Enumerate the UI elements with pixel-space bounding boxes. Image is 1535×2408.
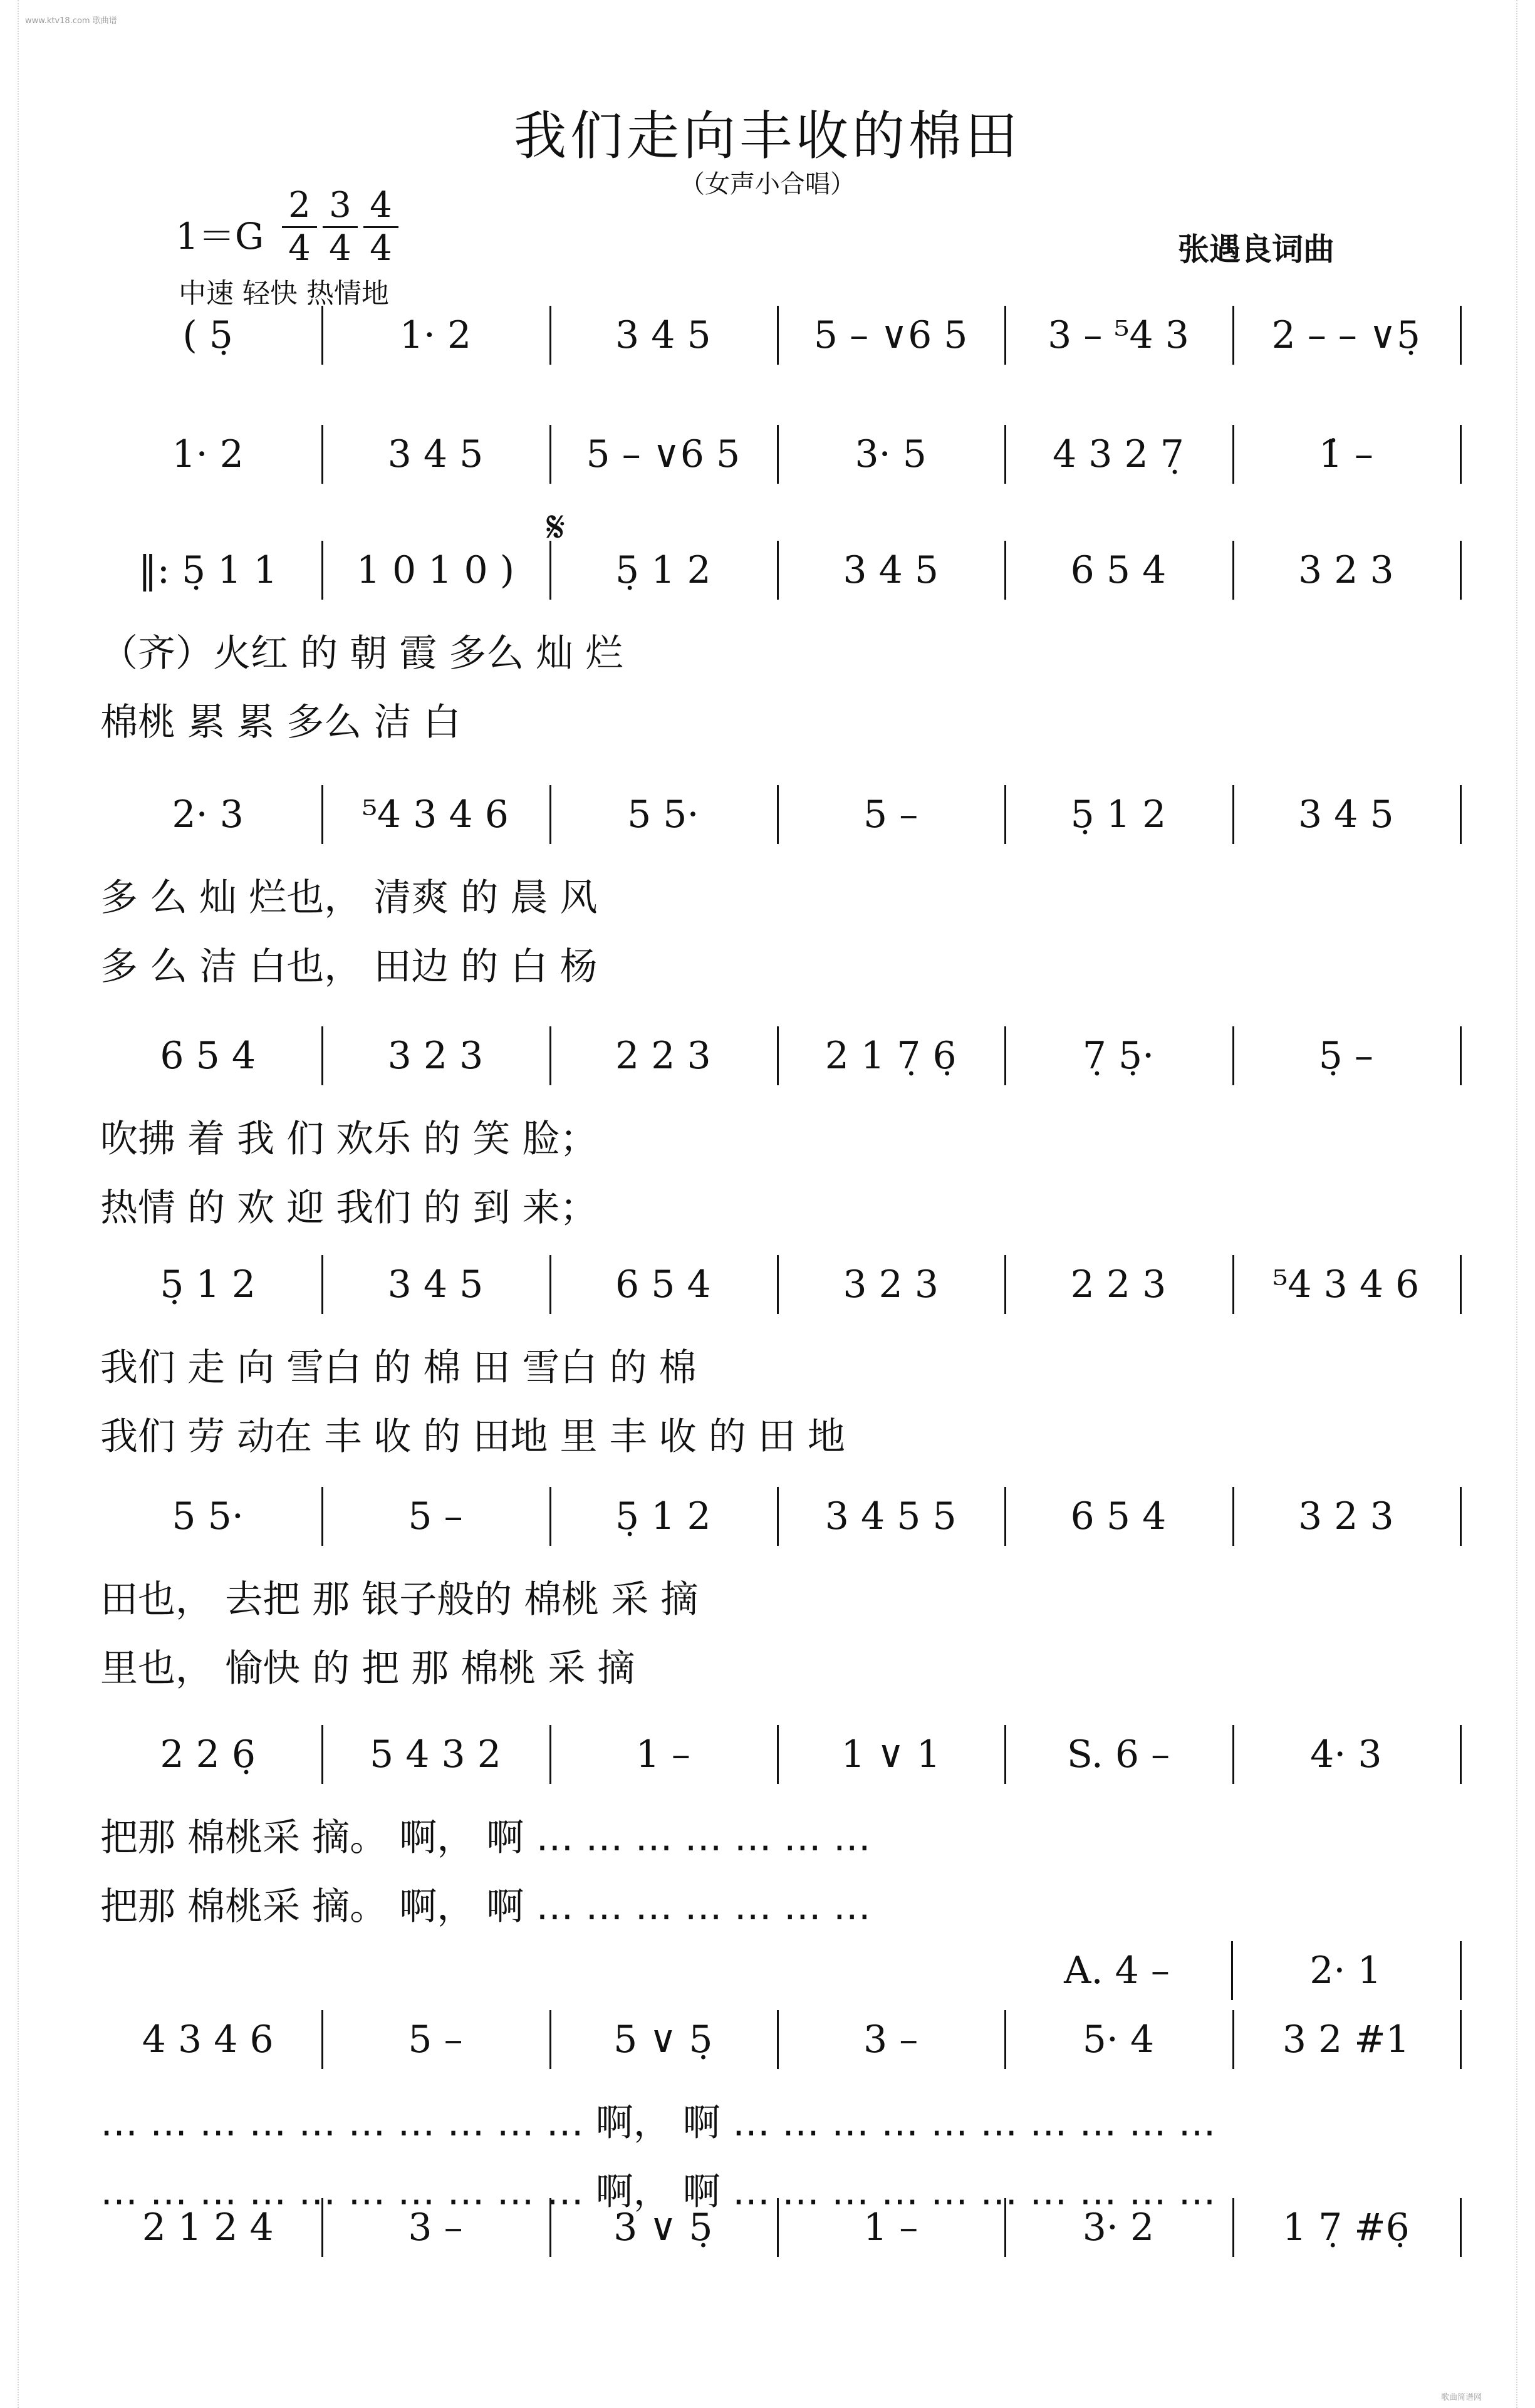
measure: 5· 4	[1082, 2018, 1155, 2061]
alto-measure: 3· 2	[1082, 2206, 1155, 2249]
lyric-text: 吹拂 着 我 们 欢乐 的 笑 脸；	[100, 1117, 598, 1161]
measure: 2· 3	[172, 793, 244, 837]
barline	[1460, 1487, 1462, 1546]
measure: 5 ∨ 5̣	[613, 2018, 713, 2061]
notation-row	[94, 294, 1460, 376]
lyric-line	[94, 1109, 1460, 1163]
measure: 5̣ 1 2	[160, 1263, 256, 1306]
measure: 3 – ⁵4 3	[1048, 313, 1189, 357]
lyric-line	[94, 937, 1460, 991]
measure: 1· 2	[172, 432, 244, 476]
measure: 3 4 5	[1298, 793, 1394, 837]
key-signature: 1＝G	[175, 215, 264, 258]
measure: 3 4 5	[387, 432, 484, 476]
lyric-line	[94, 1178, 1460, 1232]
lyric-text: 把那 棉桃采 摘。 啊， 啊 … … … … … … …	[100, 1885, 871, 1929]
barline	[1460, 541, 1462, 600]
barline	[1460, 1941, 1462, 2000]
alto-measure: 3 ∨ 5̣	[613, 2206, 713, 2249]
measure: 1 –	[635, 1733, 690, 1776]
lyric-line	[94, 623, 1460, 677]
alto-measure: 2 1 2 4	[142, 2206, 274, 2249]
lyric-text: … … … … … … … … … … 啊， 啊 … … … … … … … … … …	[100, 2170, 1216, 2214]
page-left-edge	[0, 0, 19, 2408]
lyric-line	[94, 1639, 1460, 1692]
measure: 5 – ∨6 5	[813, 313, 968, 357]
measure: 1· 2	[399, 313, 472, 357]
alto-measure: 1 7̣ #6̣	[1282, 2206, 1410, 2249]
measure: 5 –	[408, 1494, 463, 1538]
lyric-text: … … … … … … … … … … 啊， 啊 … … … … … … … … … …	[100, 2101, 1216, 2145]
lyric-text: 把那 棉桃采 摘。 啊， 啊 … … … … … … …	[100, 1816, 871, 1860]
page-right-edge	[1516, 0, 1535, 2408]
lyric-text: 多 么 洁 白也， 田边 的 白 杨	[100, 945, 598, 989]
song-subtitle: （女声小合唱）	[680, 170, 855, 199]
measure: 5 –	[408, 2018, 463, 2061]
lyric-text: 棉桃 累 累 多么 洁 白	[100, 701, 461, 744]
song-title: 我们走向丰收的棉田	[513, 105, 1021, 167]
measure: 3 2 3	[1298, 548, 1394, 592]
measure: ‖: 5̣ 1 1	[138, 548, 278, 592]
measure: 3 2 3	[843, 1263, 939, 1306]
tempo-marking: 中速 轻快 热情地	[179, 278, 389, 310]
measure: 2 2 6̣	[160, 1733, 256, 1776]
lyric-line	[94, 1407, 1460, 1461]
measure: 4 3 2 7̣	[1053, 432, 1184, 476]
measure: 6 5 4	[160, 1034, 256, 1078]
notation-row	[94, 1999, 1460, 2080]
measure: 3 2 3	[1298, 1494, 1394, 1538]
measure: 5̣ 1 2	[615, 548, 711, 592]
measure: 5̣ 1 2	[615, 1494, 711, 1538]
measure: 3 4 5 5	[825, 1494, 957, 1538]
measure: 1 0 1 0 )	[356, 548, 515, 592]
time-signature-4-4: $\frac{4}{4}$	[363, 185, 398, 269]
measure: 3 4 5	[387, 1263, 484, 1306]
barline	[1460, 425, 1462, 484]
lyric-text: 里也， 愉快 的 把 那 棉桃 采 摘	[100, 1647, 635, 1691]
measure: 6 5 4	[615, 1263, 711, 1306]
lyric-text: 田也， 去把 那 银子般的 棉桃 采 摘	[100, 1578, 699, 1622]
lyric-text: 热情 的 欢 迎 我们 的 到 来；	[100, 1186, 598, 1230]
measure: 3 4 5	[615, 313, 711, 357]
measure: 3 2 3	[387, 1034, 484, 1078]
measure: 5 –	[863, 793, 918, 837]
measure: 3· 5	[855, 432, 927, 476]
lyric-text: 我们 劳 动在 丰 收 的 田地 里 丰 收 的 田 地	[100, 1415, 845, 1459]
lyric-line	[94, 2093, 1460, 2147]
measure: ( 5̣	[182, 313, 233, 357]
measure: 3 4 5	[843, 548, 939, 592]
alto-measure: 1 –	[863, 2206, 918, 2249]
notation-row	[94, 414, 1460, 495]
measure: 4· 3	[1310, 1733, 1382, 1776]
notation-row	[94, 1244, 1460, 1325]
measure: ⁵4 3 4 6	[362, 793, 509, 837]
measure: 5 5·	[172, 1494, 244, 1538]
barline	[1460, 1255, 1462, 1314]
measure: 5 4 3 2	[370, 1733, 501, 1776]
measure: 3 2 #1	[1282, 2018, 1410, 2061]
lyric-line	[94, 1808, 1460, 1862]
measure: 3 –	[863, 2018, 918, 2061]
segno-sign: 𝄋	[546, 501, 566, 553]
lyric-text: 我们 走 向 雪白 的 棉 田 雪白 的 棉	[100, 1346, 697, 1390]
time-signature-2-4: $\frac{2}{4}$	[282, 185, 317, 269]
measure: 1̇ –	[1318, 432, 1373, 476]
watermark-bottom: 歌曲简谱网	[1441, 2393, 1482, 2402]
time-signature-3-4: $\frac{3}{4}$	[323, 185, 358, 269]
notation-row	[94, 1015, 1460, 1097]
alto-measure: A. 4 –	[1064, 1949, 1170, 1993]
lyric-text: （齐）火红 的 朝 霞 多么 灿 烂	[100, 632, 623, 675]
measure: 5̣ 1 2	[1070, 793, 1167, 837]
barline	[1460, 306, 1462, 365]
measure: 5 – ∨6 5	[586, 432, 741, 476]
measure: 5̣ –	[1318, 1034, 1373, 1078]
measure: 6 5 4	[1070, 548, 1167, 592]
watermark-top: www.ktv18.com 歌曲谱	[25, 16, 117, 26]
measure: 7̣ 5̣·	[1082, 1034, 1155, 1078]
measure: 2 1 7̣ 6̣	[825, 1034, 957, 1078]
alto-row	[94, 2187, 1460, 2268]
notation-row	[94, 1714, 1460, 1795]
measure: ⁵4 3 4 6	[1272, 1263, 1420, 1306]
barline	[1460, 2198, 1462, 2257]
measure: S. 6 –	[1066, 1733, 1170, 1776]
lyric-text: 多 么 灿 烂也， 清爽 的 晨 风	[100, 876, 598, 920]
lyric-line	[94, 692, 1460, 746]
alto-measure: 2· 1	[1309, 1949, 1382, 1993]
measure: 5 5·	[627, 793, 699, 837]
measure: 1 ∨ 1	[841, 1733, 940, 1776]
alto-measure: 3 –	[408, 2206, 463, 2249]
notation-row	[94, 1476, 1460, 1557]
measure: 2 2 3	[615, 1034, 711, 1078]
lyric-line	[94, 1570, 1460, 1624]
lyric-line	[94, 868, 1460, 922]
measure: 2 – – ∨5̣	[1271, 313, 1421, 357]
barline	[1460, 785, 1462, 844]
composer-credit: 张遇良词曲	[1178, 231, 1335, 268]
notation-row	[94, 774, 1460, 855]
measure: 2 2 3	[1070, 1263, 1167, 1306]
measure: 6 5 4	[1070, 1494, 1167, 1538]
measure: 4 3 4 6	[142, 2018, 274, 2061]
lyric-line	[94, 1338, 1460, 1392]
barline	[1460, 1026, 1462, 1085]
lyric-line	[94, 1877, 1460, 1931]
notation-row	[94, 529, 1460, 611]
barline	[1460, 1725, 1462, 1784]
barline	[1460, 2010, 1462, 2069]
